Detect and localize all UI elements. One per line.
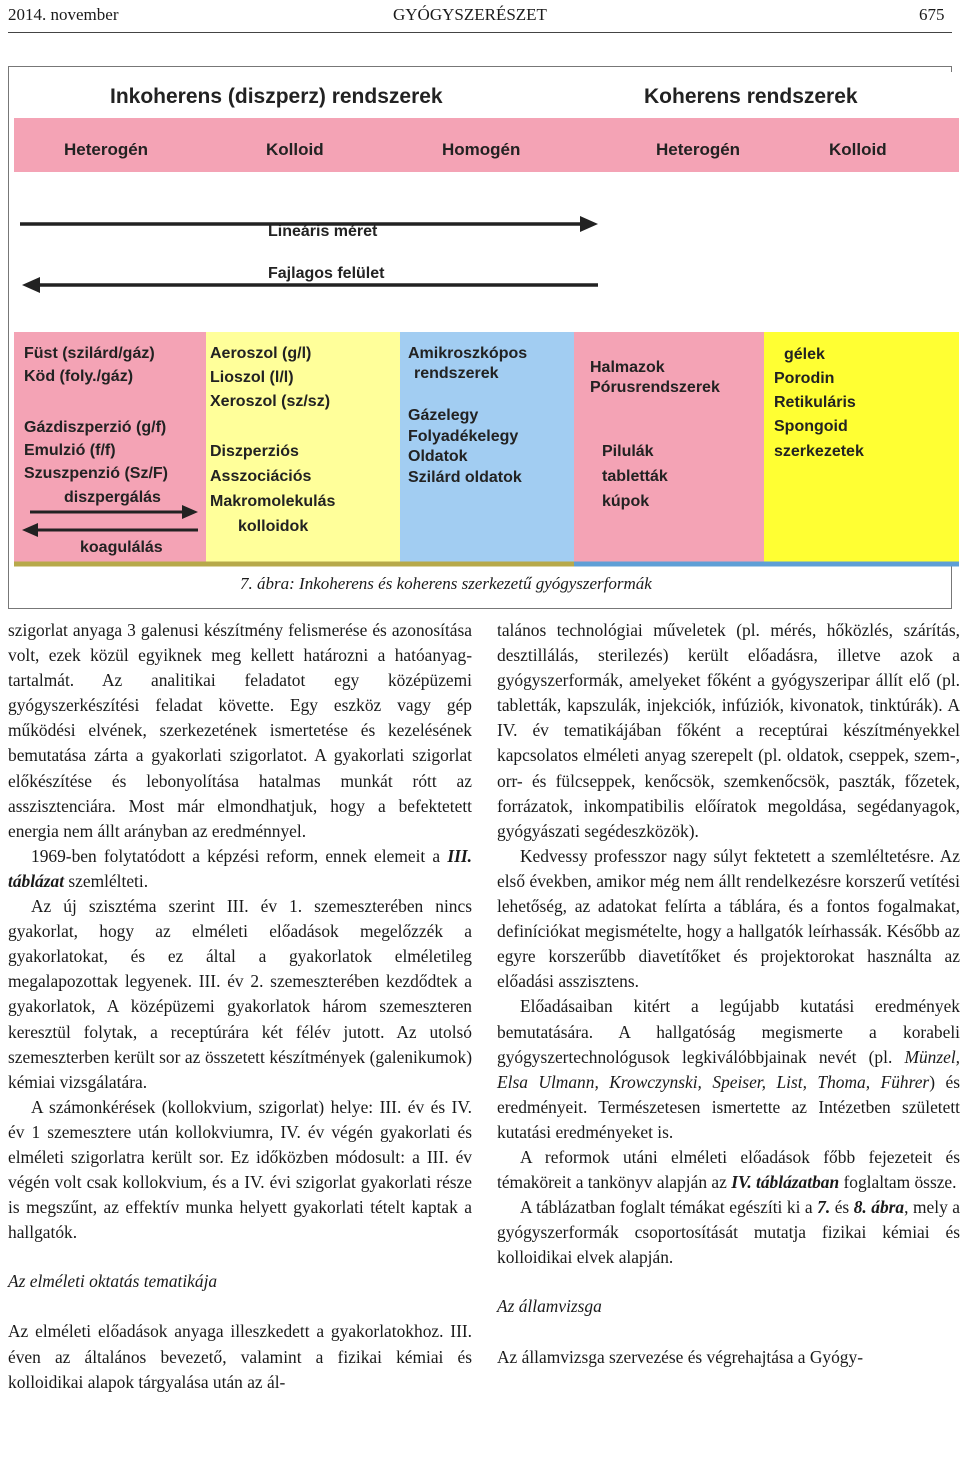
running-header [0, 0, 960, 30]
col4-tablets: tabletták [602, 468, 668, 485]
right-paragraph-3 [497, 994, 960, 1145]
col3-gas-mixture: Gázelegy [408, 407, 479, 424]
axis-row [14, 172, 959, 332]
left-column [8, 618, 472, 1395]
right-p3-text-a: Előadásaiban kitért a legújabb kutatási eredmények bemutatására. A hallgatóság megismerte a korabeli gyógyszertechnológusok legkiválóbbjainak nevét (pl. [497, 996, 960, 1067]
col2-macromolecular-colloids: Makromolekulás [210, 493, 336, 510]
col1-dispersion-label: diszpergálás [64, 489, 161, 506]
col4-aggregates: Halmazok [590, 359, 665, 376]
left-paragraph-1: szigorlat anyaga 3 galenusi készítmény felismerése és azonosítása volt, ezek közül egyiknek meg kellett határozni a hatóanyag-tartalmát. Az analitikai feladatot egy középüzemi gyógyszerkészítési feladat követte. Egy eszköz vagy gép működési elvének, szerkezetének ismertetése és kezelésének bemutatása zárta a gyakorlati szigorlatot. A gyakorlati szigorlat előkészítése és lebonyolítása hatalmas munkát rótt az asszisztenciára. Most már elmondhatjuk, hogy a befektetett energia nem állt arányban az eredménnyel. [8, 620, 472, 841]
table-3-reference: III. táblázat [8, 845, 472, 891]
header-date: 2014. november [8, 5, 119, 24]
category-homogeneous: Homogén [442, 140, 521, 159]
right-paragraph-5 [497, 1195, 960, 1270]
left-paragraph-4: A számonkérések (kollokvium, szigorlat) helye: III. év és IV. év 1 szemesztere után kollokviumra, IV. év végén gyakorlati és elméleti szigorlatra került sor. Ez időközben módosult: a III. év végén volt csak kollokvium, és a IV. évi szigorlat gyakorlati része is megszűnt, az effektív munka helyett gyakorlati tételt kaptak a hallgatók. [8, 1096, 472, 1243]
col1-smoke: Füst (szilárd/gáz) [24, 345, 155, 362]
col1-emulsion: Emulzió (f/f) [24, 442, 116, 459]
col2-association-colloids: Asszociációs [210, 468, 312, 485]
col2-xerosol: Xeroszol (sz/sz) [210, 393, 331, 410]
col3-solid-solutions: Szilárd oldatok [408, 469, 522, 486]
left-p2-text-a: 1969-ben folytatódott a képzési reform, ennek elemeit a [31, 845, 448, 866]
right-p5-text-e: , mely a gyógyszerformák csoportosítását mutatja fizikai kémiai és kolloidikai elvek alapján. [497, 1197, 960, 1268]
category-colloid-2: Kolloid [829, 140, 887, 159]
table-4-reference: IV. táblázatban [731, 1172, 840, 1193]
right-paragraph-6: Az államvizsga szervezése és végrehajtása a Gyógy- [497, 1346, 863, 1367]
right-p3-text-c: ) és eredményeit. Természetesen ismertette az Intézetben született kutatási eredményeket is. [497, 1071, 960, 1142]
right-p5-text-a: A táblázatban foglalt témákat egészíti ki a [520, 1197, 818, 1218]
figure-7-reference: 7. [817, 1197, 831, 1218]
left-paragraph-3: Az új szisztéma szerint III. év 1. szemeszterében nincs gyakorlat, hogy az elméleti előadások megelőzzék a gyakorlatokat, és ez által a gyakorlatok elméletileg megalapozottak legyenek. III. év 2. szemeszterében kezdődtek a gyakorlatok, A középüzemi gyakorlatok három szemeszteren keresztül folytak, a receptúrára két félév jutott. Az utolsó szemeszterben került sor az összetett készítmények (galenikumok) kémiai vizsgálatára. [8, 896, 472, 1092]
title-coherent: Koherens rendszerek [644, 85, 858, 108]
col2-lyosol: Lioszol (l/l) [210, 369, 294, 386]
section-heading-theory: Az elméleti oktatás tematikája [8, 1271, 218, 1292]
axis-specific-surface: Fajlagos felület [268, 265, 385, 282]
section-heading-state-exam: Az államvizsga [497, 1296, 602, 1317]
category-heterogeneous-1: Heterogén [64, 140, 149, 159]
right-column [497, 618, 960, 1370]
col1-gas-dispersion: Gázdiszperzió (g/f) [24, 419, 167, 436]
col5-gels: gélek [784, 346, 825, 363]
col5-spongoid: Spongoid [774, 418, 848, 435]
left-p2-text-c: szemlélteti. [64, 870, 149, 891]
header-journal: GYÓGYSZERÉSZET [393, 5, 547, 24]
left-paragraph-2 [8, 844, 472, 894]
right-paragraph-1: talános technológiai műveletek (pl. mérés, hőközlés, szárítás, desztillálás, sterilezés) került előadásra, illetve azok a gyógyszerformák, amelyeket főként a gyógyszeripar állít elő (pl. tabletták, kapszulák, injekciók, infúziók, kivonatok, tinktúrák). A IV. év tematikájában főként a receptúrai készítményekkel kapcsolatos elméleti anyag szerepelt (pl. oldatok, cseppek, szem-, orr- és fülcseppek, kenőcsök, szemkenőcsök, paszták, főzetek, forrázatok, inkompatibilis előíratok megoldása, segédanyagok, gyógyászati segédeszközök). [497, 620, 960, 841]
col1-fog: Köd (foly./gáz) [24, 368, 134, 385]
col5-structures: szerkezetek [774, 443, 864, 460]
category-colloid-1: Kolloid [266, 140, 324, 159]
axis-linear-size: Lineáris méret [268, 223, 378, 240]
col3-amicroscopic: Amikroszkópos [408, 345, 528, 362]
figure-8-reference: 8. ábra [853, 1197, 905, 1218]
col4-pills: Pilulák [602, 443, 654, 460]
left-paragraph-5: Az elméleti előadások anyaga illeszkedett a gyakorlatokhoz. III. éven az általános bevezető, valamint a fizikai kémiai és kolloidikai alapok tárgyalása után az ál- [8, 1321, 472, 1392]
right-paragraph-4 [497, 1145, 960, 1195]
right-p4-text-c: foglaltam össze. [839, 1172, 957, 1193]
col4-suppositories: kúpok [602, 493, 650, 510]
col2-aerosol: Aeroszol (g/l) [210, 345, 312, 362]
col3-liquid-mixture: Folyadékelegy [408, 428, 519, 445]
col2-dispersion-colloids: Diszperziós [210, 443, 299, 460]
col4-pore-systems: Pórusrendszerek [590, 379, 720, 396]
col3-systems: rendszerek [414, 365, 499, 382]
header-rule [8, 32, 952, 33]
col5-porodin: Porodin [774, 370, 835, 387]
right-paragraph-2: Kedvessy professzor nagy súlyt fektetett a szemléltetésre. Az első években, amikor még nem állt rendelkezésre korszerű vetítési lehetőség, az adatokat felírta a táblára, és a fontos fogalmakat, definíciókat megismételte, hogy a hallgatók leírhassák. Később az egyre korszerűbb diavetítőket és projektorokat használta az előadási asszisztens. [497, 845, 960, 992]
category-heterogeneous-2: Heterogén [656, 140, 741, 159]
title-incoherent: Inkoherens (diszperz) rendszerek [110, 85, 443, 108]
col1-coagulation-label: koagulálás [80, 539, 163, 556]
figure-caption: 7. ábra: Inkoherens és koherens szerkezetű gyógyszerformák [240, 574, 652, 593]
figure-diagram [14, 72, 959, 572]
col1-suspension: Szuszpenzió (Sz/F) [24, 465, 168, 482]
col3-solutions: Oldatok [408, 448, 468, 465]
right-p5-text-c: és [830, 1197, 854, 1218]
col5-reticular: Retikuláris [774, 394, 856, 411]
right-p4-text-a: A reformok utáni elméleti előadások főbb fejezeteit és témaköreit a tankönyv alapján az [497, 1146, 960, 1193]
researcher-names: Münzel, Elsa Ulmann, Krowczynski, Speiser, List, Thoma, Führer [497, 1046, 960, 1092]
header-page-number: 675 [919, 5, 945, 24]
col2-colloids: kolloidok [238, 518, 309, 535]
